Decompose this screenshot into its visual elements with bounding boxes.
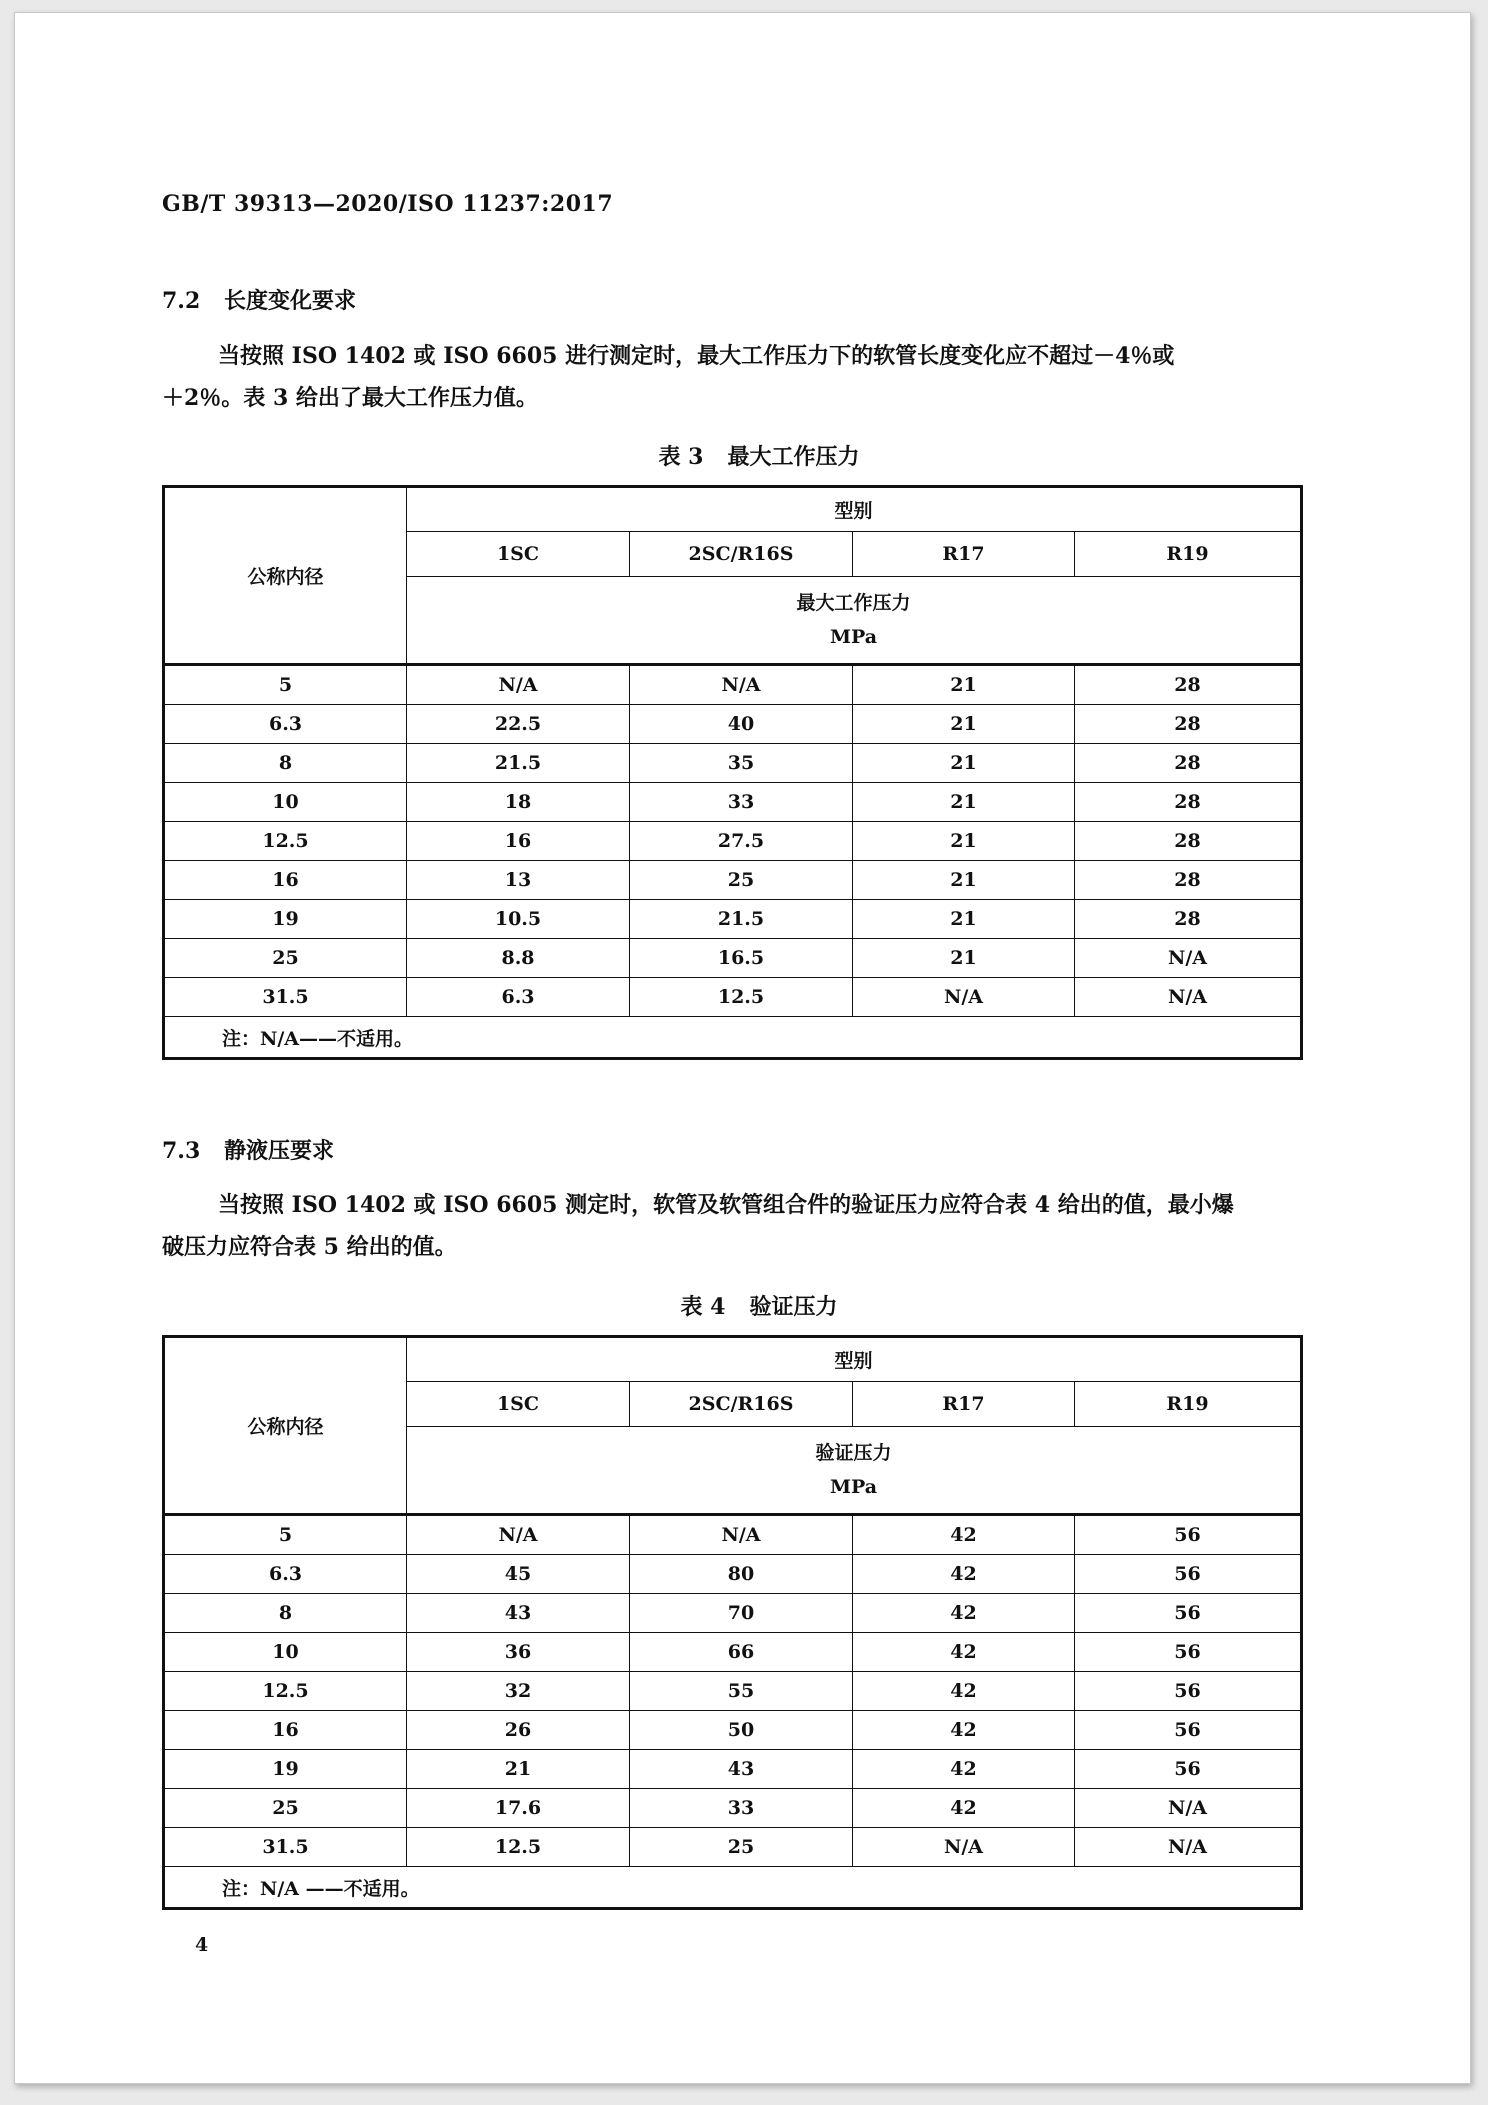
table-cell: 42 [853,1789,1075,1828]
table-cell: 6.3 [407,978,630,1017]
table-row [164,665,1302,705]
standard-header: GB/T 39313—2020/ISO 11237:2017 [162,191,614,217]
table-cell: 42 [853,1711,1075,1750]
table-cell: 28 [1075,783,1302,822]
table-cell: 16 [164,1711,407,1750]
table-cell: 25 [164,1789,407,1828]
table-cell: 33 [630,783,853,822]
table-row [164,1828,1302,1867]
paragraph-line: 当按照 ISO 1402 或 ISO 6605 进行测定时，最大工作压力下的软管长度变化应不超过－4％或 [218,343,1175,369]
table-cell: 21.5 [407,744,630,783]
table-cell: 21 [853,783,1075,822]
table-cell: 25 [630,861,853,900]
quantity-label: 验证压力 [815,1442,892,1464]
type-r19: R19 [1075,1382,1302,1427]
row-header-nominal-diameter: 公称内径 [164,1337,407,1515]
paragraph-line: ＋2％。表 3 给出了最大工作压力值。 [162,385,538,411]
quantity-header [407,577,1302,665]
table-cell: 56 [1075,1633,1302,1672]
table-cell: 19 [164,900,407,939]
table-4-proof-pressure [162,1335,1303,1910]
section-7-3-paragraph [162,1184,1322,1268]
caption-title: 验证压力 [749,1294,838,1320]
quantity-header [407,1427,1302,1515]
table-cell: 16 [164,861,407,900]
table-cell: 21 [407,1750,630,1789]
section-title: 静液压要求 [224,1138,335,1164]
table-cell: 28 [1075,705,1302,744]
table-cell: 42 [853,1672,1075,1711]
table-cell: 21.5 [630,900,853,939]
table-cell: N/A [630,665,853,705]
table-cell: 19 [164,1750,407,1789]
table-cell: 21 [853,861,1075,900]
table-cell: 66 [630,1633,853,1672]
table-cell: 36 [407,1633,630,1672]
table-cell: 16 [407,822,630,861]
table-row [164,1750,1302,1789]
table-cell: 21 [853,744,1075,783]
table-cell: 56 [1075,1750,1302,1789]
table-row [164,822,1302,861]
table-cell: 17.6 [407,1789,630,1828]
table-row [164,978,1302,1017]
table-row [164,783,1302,822]
table-cell: N/A [407,665,630,705]
section-number: 7.3 [162,1138,201,1164]
table-cell: N/A [853,978,1075,1017]
table-cell: 16.5 [630,939,853,978]
table-row [164,939,1302,978]
table-cell: 21 [853,900,1075,939]
type-2sc-r16s: 2SC/R16S [630,1382,853,1427]
table-row [164,744,1302,783]
table-cell: 22.5 [407,705,630,744]
caption-number: 表 3 [658,444,704,470]
table-row [164,1711,1302,1750]
table-cell: N/A [853,1828,1075,1867]
table-cell: 6.3 [164,705,407,744]
table-cell: 21 [853,665,1075,705]
table-cell: 10 [164,783,407,822]
table-cell: 31.5 [164,978,407,1017]
table-cell: 50 [630,1711,853,1750]
type-1sc: 1SC [407,532,630,577]
table-cell: 45 [407,1555,630,1594]
table-cell: 27.5 [630,822,853,861]
table-note: 注：N/A ——不适用。 [164,1867,1302,1909]
caption-title: 最大工作压力 [727,444,860,470]
table-cell: 25 [164,939,407,978]
quantity-label: 最大工作压力 [796,592,911,614]
table-cell: 40 [630,705,853,744]
table-cell: 31.5 [164,1828,407,1867]
table-cell: 8.8 [407,939,630,978]
table-4-caption [15,1290,1488,1321]
table-row [164,1672,1302,1711]
paragraph-line: 当按照 ISO 1402 或 ISO 6605 测定时，软管及软管组合件的验证压力应符合表 4 给出的值，最小爆 [218,1192,1234,1218]
table-note: 注：N/A——不适用。 [164,1017,1302,1059]
table-cell: 12.5 [630,978,853,1017]
table-cell: 25 [630,1828,853,1867]
table-cell: 35 [630,744,853,783]
table-cell: 12.5 [164,822,407,861]
table-cell: 10.5 [407,900,630,939]
table-cell: 5 [164,1515,407,1555]
table-cell: 28 [1075,900,1302,939]
table-cell: 6.3 [164,1555,407,1594]
table-3-max-working-pressure [162,485,1303,1060]
table-cell: 21 [853,705,1075,744]
type-2sc-r16s: 2SC/R16S [630,532,853,577]
table-cell: N/A [1075,939,1302,978]
table-cell: 13 [407,861,630,900]
table-cell: 42 [853,1515,1075,1555]
section-7-2-paragraph [162,335,1322,419]
table-row [164,1555,1302,1594]
type-1sc: 1SC [407,1382,630,1427]
table-cell: 70 [630,1594,853,1633]
table-cell: 18 [407,783,630,822]
table-cell: 56 [1075,1515,1302,1555]
section-title: 长度变化要求 [224,288,357,314]
table-cell: 33 [630,1789,853,1828]
table-cell: 5 [164,665,407,705]
section-7-3-heading [162,1134,334,1165]
document-page [14,12,1471,2084]
table-cell: 8 [164,1594,407,1633]
table-cell: 42 [853,1594,1075,1633]
unit-label: MPa [829,626,878,648]
table-cell: 21 [853,939,1075,978]
table-row [164,1633,1302,1672]
table-cell: 12.5 [407,1828,630,1867]
table-cell: 21 [853,822,1075,861]
table-cell: N/A [1075,978,1302,1017]
table-cell: N/A [1075,1828,1302,1867]
table-cell: 80 [630,1555,853,1594]
table-cell: 28 [1075,861,1302,900]
table-cell: 55 [630,1672,853,1711]
table-row [164,705,1302,744]
caption-number: 表 4 [680,1294,726,1320]
unit-label: MPa [829,1476,878,1498]
table-cell: 42 [853,1750,1075,1789]
table-cell: N/A [407,1515,630,1555]
table-cell: 28 [1075,822,1302,861]
table-cell: 32 [407,1672,630,1711]
type-header: 型别 [407,1337,1302,1382]
section-number: 7.2 [162,288,201,314]
table-cell: 10 [164,1633,407,1672]
table-cell: 26 [407,1711,630,1750]
type-r17: R17 [853,532,1075,577]
table-cell: 12.5 [164,1672,407,1711]
table-cell: 43 [407,1594,630,1633]
table-3-caption [15,440,1488,471]
table-cell: 56 [1075,1672,1302,1711]
type-header: 型别 [407,487,1302,532]
table-cell: 8 [164,744,407,783]
row-header-nominal-diameter: 公称内径 [164,487,407,665]
table-row [164,1789,1302,1828]
page-number: 4 [195,1934,209,1956]
type-r17: R17 [853,1382,1075,1427]
table-row [164,1594,1302,1633]
table-row [164,861,1302,900]
type-r19: R19 [1075,532,1302,577]
table-cell: 56 [1075,1711,1302,1750]
table-cell: 56 [1075,1594,1302,1633]
paragraph-line: 破压力应符合表 5 给出的值。 [162,1234,457,1260]
table-cell: N/A [630,1515,853,1555]
table-cell: 42 [853,1555,1075,1594]
table-row [164,900,1302,939]
table-cell: 28 [1075,744,1302,783]
section-7-2-heading [162,284,356,315]
table-row [164,1515,1302,1555]
table-cell: 56 [1075,1555,1302,1594]
table-cell: 42 [853,1633,1075,1672]
table-cell: 28 [1075,665,1302,705]
table-cell: 43 [630,1750,853,1789]
table-cell: N/A [1075,1789,1302,1828]
